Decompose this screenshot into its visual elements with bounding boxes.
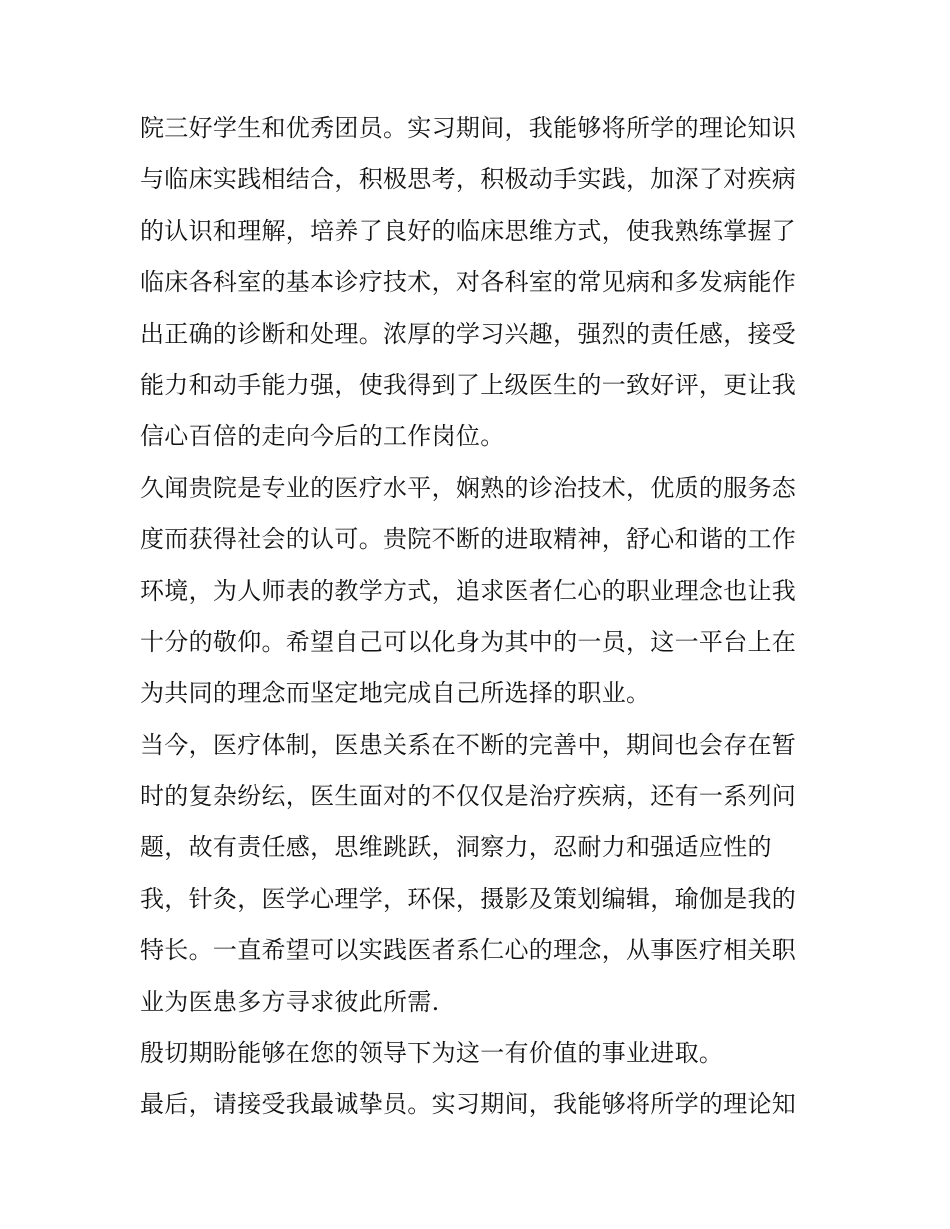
- text-line: 当今，医疗体制，医患关系在不断的完善中，期间也会存在暂: [140, 730, 797, 759]
- text-line: 院三好学生和优秀团员。实习期间，我能够将所学的理论知识: [140, 114, 797, 142]
- text-line: 我，针灸，医学心理学，环保，摄影及策划编辑，瑜伽是我的: [140, 884, 797, 913]
- text-line: 信心百倍的走向今后的工作岗位。: [140, 422, 505, 451]
- text-line: 能力和动手能力强，使我得到了上级医生的一致好评，更让我: [140, 370, 797, 399]
- text-line: 题，故有责任感，思维跳跃，洞察力，忍耐力和强适应性的: [140, 833, 772, 862]
- text-line: 特长。一直希望可以实践医者系仁心的理念，从事医疗相关职: [140, 936, 797, 965]
- text-line: 与临床实践相结合，积极思考，积极动手实践，加深了对疾病: [140, 165, 797, 194]
- text-line: 十分的敬仰。希望自己可以化身为其中的一员，这一平台上在: [140, 627, 797, 656]
- text-line: 时的复杂纷纭，医生面对的不仅仅是治疗疾病，还有一系列问: [140, 782, 797, 811]
- text-line: 环境，为人师表的教学方式，追求医者仁心的职业理念也让我: [140, 576, 797, 605]
- text-line: 业为医患多方寻求彼此所需.: [140, 987, 440, 1016]
- text-line: 临床各科室的基本诊疗技术，对各科室的常见病和多发病能作: [140, 268, 797, 297]
- text-line: 殷切期盼能够在您的领导下为这一有价值的事业进取。: [140, 1039, 724, 1068]
- text-line: 为共同的理念而坚定地完成自己所选择的职业。: [140, 679, 651, 708]
- text-line: 出正确的诊断和处理。浓厚的学习兴趣，强烈的责任感，接受: [140, 319, 797, 348]
- text-line: 久闻贵院是专业的医疗水平，娴熟的诊治技术，优质的服务态: [140, 473, 797, 502]
- text-line: 最后，请接受我最诚挚员。实习期间，我能够将所学的理论知: [140, 1090, 797, 1119]
- text-line: 度而获得社会的认可。贵院不断的进取精神，舒心和谐的工作: [140, 525, 797, 554]
- document-body-text: [140, 103, 820, 1131]
- text-line: 的认识和理解，培养了良好的临床思维方式，使我熟练掌握了: [140, 216, 797, 245]
